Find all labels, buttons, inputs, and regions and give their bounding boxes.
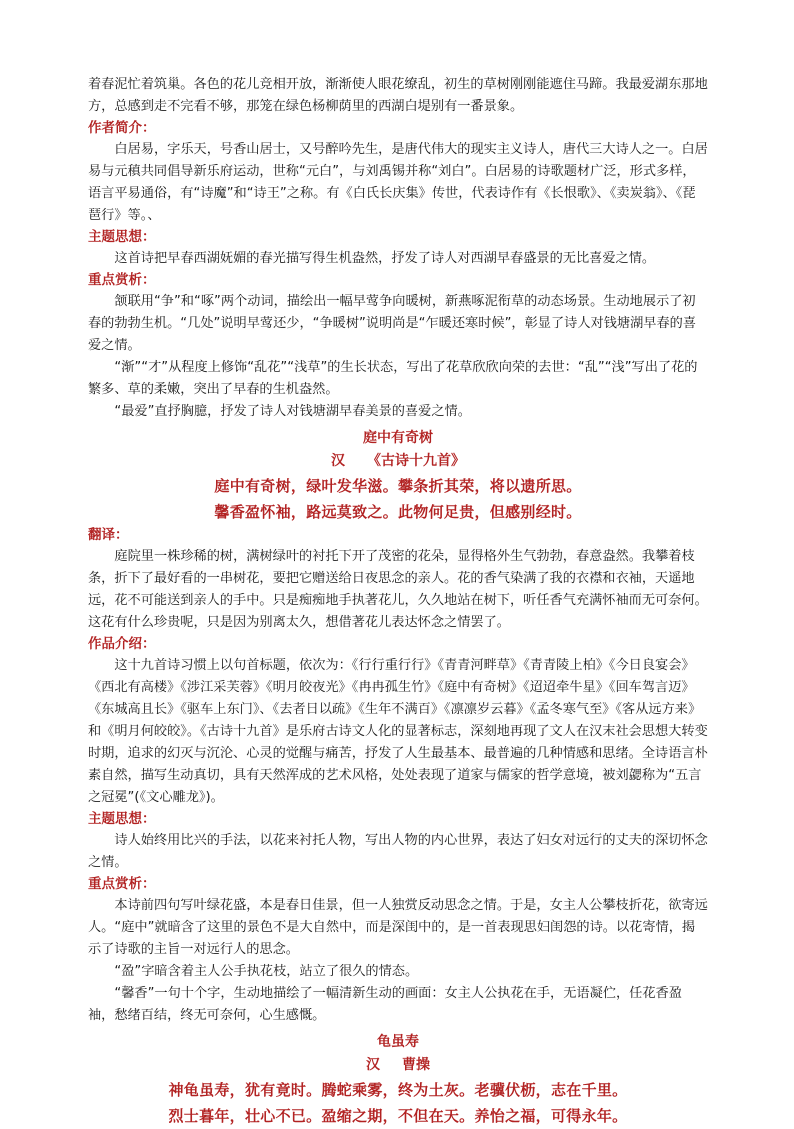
poem-line: 庭中有奇树，绿叶发华滋。攀条折其荣，将以遗所思。 [214,477,582,495]
analysis-paragraph: 颔联用“争”和“啄”两个动词，描绘出一幅早莺争向暖树，新燕啄泥衔草的动态场景。生动地展示了初春的勃勃生机。“几处”说明早莺还少，“争暖树”说明尚是“乍暖还寒时候”，彰显了诗人对钱塘湖早春的喜爱之情。 [88,294,697,353]
poem-author: 《古诗十九首》 [367,453,465,469]
theme-heading: 主题思想： [88,229,156,245]
translation-heading: 翻译： [88,527,129,543]
analysis-paragraph: 本诗前四句写叶绿花盛，本是春日佳景，但一人独赏反动思念之情。于是，女主人公攀枝折花，欲寄远人。“庭中”就暗含了这里的景色不是大自然中，而是深闺中的，是一首表现思妇闺怨的诗。以花寄情，揭示了诗歌的主旨一对远行人的思念。 [88,898,708,957]
analysis-heading: 重点赏析： [88,876,156,892]
theme-paragraph: 诗人始终用比兴的手法，以花来衬托人物，写出人物的内心世界，表达了妇女对远行的丈夫的深切怀念之情。 [88,833,708,870]
analysis-paragraph: “渐”“才”从程度上修饰“乱花”“浅草”的生长状态，写出了花草欣欣向荣的去世：“乱”“浅”写出了花的繁多、草的柔嫩，突出了早春的生机盎然。 [88,360,698,397]
analysis-paragraph: “最爱”直抒胸臆，抒发了诗人对钱塘湖早春美景的喜爱之情。 [114,404,471,419]
work-heading: 作品介绍： [88,636,156,652]
poem-line: 神龟虽寿，犹有竟时。腾蛇乘雾，终为土灰。老骥伏枥，志在千里。 [168,1081,628,1099]
theme-heading: 主题思想： [88,811,156,827]
analysis-paragraph: “盈”字暗含着主人公手执花枝，站立了很久的情态。 [114,964,419,979]
translation-paragraph: 庭院里一株珍稀的树，满树绿叶的衬托下开了茂密的花朵，显得格外生气勃勃，春意盎然。我攀着枝条，折下了最好看的一串树花，要把它赠送给日夜思念的亲人。花的香气染满了我的衣襟和衣袖，天遥地远，花不可能送到亲人的手中。只是痴痴地手执著花儿，久久地站在树下，听任香气充满怀袖而无可奈何。 这花有什么珍贵呢，只是因为别离太久，想借著花儿表达怀念之情罢了。 [88,549,708,630]
poem-byline [88,449,708,473]
poem-author: 曹操 [402,1057,430,1073]
work-paragraph: 这十九首诗习惯上以句首标题，依次为：《行行重行行》《青青河畔草》《青青陵上柏》《今日良宴会》《西北有高楼》《涉江采芙蓉》《明月皎夜光》《冉冉孤生竹》《庭中有奇树》《迢迢牵牛星》《回车驾言迈》《东城高且长》《驱车上东门》、《去者日以疏》《生年不满百》《凛凛岁云暮》《孟冬寒气至》《客从远方来》和《明月何皎皎》。《古诗十九首》是乐府古诗文人化的显著标志，深刻地再现了文人在汉末社会思想大转变时期，追求的幻灭与沉沦、心灵的觉醒与痛苦，抒发了人生最基本、最普遍的几种情感和思绪。全诗语言朴素自然，描写生动真切，具有天然浑成的艺术风格，处处表现了道家与儒家的哲学意境，被刘勰称为“五言之冠冕”(《文心雕龙》)。 [88,658,708,805]
poem-line: 烈士暮年，壮心不已。盈缩之期，不但在天。养怡之福，可得永年。 [168,1107,628,1125]
poem-byline [88,1053,708,1077]
poem-dynasty: 汉 [331,453,345,469]
author-paragraph: 白居易，字乐天，号香山居士，又号醉吟先生，是唐代伟大的现实主义诗人，唐代三大诗人之一。白居易与元稹共同倡导新乐府运动，世称“元白”，与刘禹锡并称“刘白”。白居易的诗歌题材广泛，形式多样，语言平易通俗，有“诗魔”和“诗王”之称。有《白氏长庆集》传世，代表诗作有《长恨歌》、《卖炭翁》、《琵琶行》等。、 [88,142,708,223]
poem-line: 馨香盈怀袖，路远莫致之。此物何足贵，但感别经时。 [214,503,582,521]
poem-dynasty: 汉 [366,1057,380,1073]
poem-title: 龟虽寿 [377,1034,419,1050]
theme-paragraph: 这首诗把早春西湖妩媚的春光描写得生机盎然，抒发了诗人对西湖早春盛景的无比喜爱之情。 [114,251,656,266]
poem-title: 庭中有奇树 [363,430,433,446]
intro-paragraph: 着春泥忙着筑巢。各色的花儿竞相开放，渐渐使人眼花缭乱，初生的草树刚刚能遮住马蹄。我最爱湖东那地方，总感到走不完看不够，那笼在绿色杨柳荫里的西湖白堤别有一番景象。 [88,77,708,114]
analysis-paragraph: “馨香”一句十个字，生动地描绘了一幅清新生动的画面：女主人公执花在手，无语凝伫，任花香盈袖，愁绪百结，终无可奈何，心生感慨。 [88,986,682,1023]
analysis-heading: 重点赏析： [88,272,156,288]
document-page [88,74,708,1129]
author-heading: 作者简介： [88,120,156,136]
